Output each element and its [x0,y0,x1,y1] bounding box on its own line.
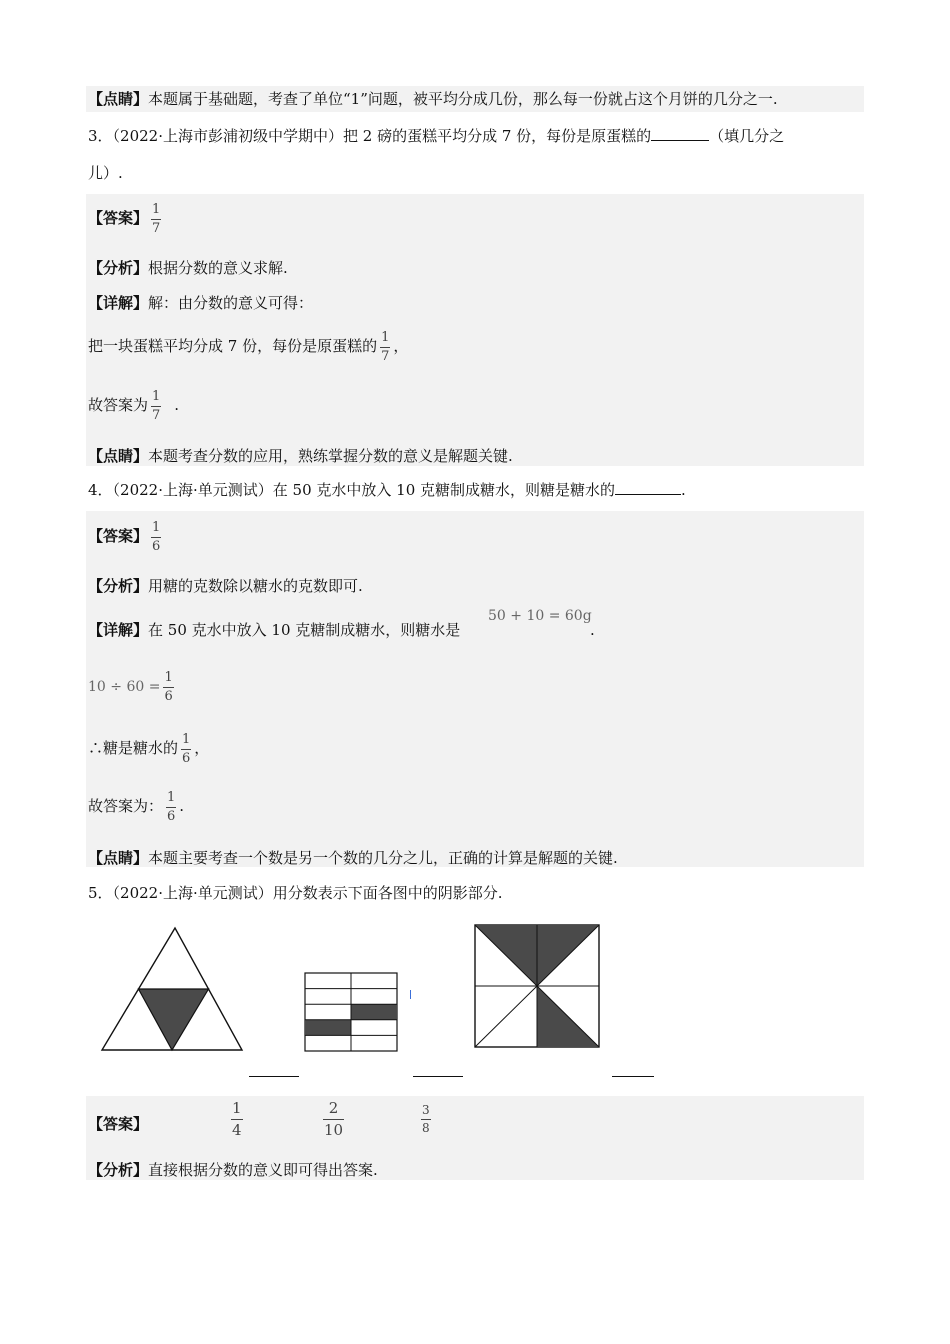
answer-line-q4 [88,516,164,556]
comment-tag: 【点睛】 [88,447,149,465]
final-fraction: $\frac{1}{6}$ [167,789,176,824]
question-source: （2022·上海·单元测试） [112,884,273,902]
question-text: 把 2 磅的蛋糕平均分成 7 份，每份是原蛋糕的 [343,127,652,145]
answer-fraction: $\frac{1}{6}$ [152,519,161,554]
detail-tag: 【详解】 [88,294,149,312]
question-text-end: 儿）. [88,164,123,182]
detail-line-q4 [88,620,460,640]
question-5-stem [88,883,503,903]
final-text: 故答案为： [88,797,164,815]
question-text: 用分数表示下面各图中的阴影部分. [272,884,503,902]
question-number: 5． [88,884,113,902]
question-number: 3． [88,127,113,145]
comment-text: 本题考查分数的应用，熟练掌握分数的意义是解题关键. [148,447,513,465]
analysis-line-q3 [88,258,288,278]
comment-text: 本题主要考查一个数是另一个数的几分之儿，正确的计算是解题的关键. [148,849,618,867]
answer-fraction-2: $\frac{2}{10}$ [324,1099,344,1139]
grid-figure [302,970,402,1056]
comment-text: 本题属于基础题，考查了单位“1”问题，被平均分成几份，那么每一份就占这个月饼的几分之一. [148,90,778,108]
step-text: 把一块蛋糕平均分成 7 份，每份是原蛋糕的 [88,337,378,355]
step-fraction: $\frac{1}{7}$ [381,329,390,364]
detail-step-2 [88,385,179,425]
question-text-cont: （填几分之 [709,127,785,145]
answer-blank-1 [249,1076,299,1077]
answer-tag: 【答案】 [88,527,149,545]
shaded-cell [305,1020,351,1036]
stray-mark [410,990,411,999]
detail-text: 在 50 克水中放入 10 克糖制成糖水，则糖水是 [148,621,461,639]
answer-fraction: $\frac{1}{7}$ [152,201,161,236]
square-figure [470,920,604,1052]
question-source: （2022·上海市彭浦初级中学期中） [112,127,343,145]
calc-fraction: $\frac{1}{6}$ [164,669,173,704]
answer-line-q3 [88,200,164,236]
shaded-cell [351,1004,397,1020]
comment-line-q3 [88,446,513,466]
detail-equation: 50 + 10 = 60g [488,608,592,624]
final-line-q4 [88,786,184,826]
detail-text: 解：由分数的意义可得： [148,294,314,312]
answer-tag: 【答案】 [88,209,149,227]
question-3-stem [88,126,784,146]
step-end: . [174,396,180,414]
final-end: . [179,797,185,815]
comment-line-q2 [88,89,778,109]
comment-line-q4 [88,848,618,868]
step-fraction: $\frac{1}{7}$ [152,388,161,423]
therefore-text: ∴糖是糖水的 [88,739,179,757]
step-text: 故答案为 [88,396,149,414]
answer-fraction-3: $\frac{3}{8}$ [422,1103,430,1135]
detail-end: . [590,621,595,639]
therefore-line-q4 [88,728,209,768]
therefore-fraction: $\frac{1}{6}$ [182,731,191,766]
analysis-tag: 【分析】 [88,259,149,277]
detail-tag: 【详解】 [88,621,149,639]
detail-step-1 [88,326,408,366]
question-4-stem [88,480,686,500]
calc-line-q4 [88,666,177,707]
question-3-stem-wrap [88,163,123,183]
answer-blank [615,480,681,495]
answer-blank-2 [413,1076,463,1077]
answer-blank [651,126,709,141]
analysis-line-q5 [88,1160,378,1180]
detail-line-q3 [88,293,313,313]
analysis-text: 用糖的克数除以糖水的克数即可. [148,577,363,595]
question-source: （2022·上海·单元测试） [112,481,273,499]
answer-blank-3 [612,1076,654,1077]
therefore-end: ， [194,739,210,757]
comment-tag: 【点睛】 [88,849,149,867]
answer-fraction-1: $\frac{1}{4}$ [232,1099,242,1139]
calc-expression: 10 ÷ 60 = [88,679,161,695]
analysis-tag: 【分析】 [88,1161,149,1179]
solution-block-q4 [86,511,864,867]
question-number: 4． [88,481,113,499]
answer-line-q5 [88,1114,148,1134]
answer-tag: 【答案】 [88,1115,149,1133]
step-end: ， [393,337,409,355]
question-text: 在 50 克水中放入 10 克糖制成糖水，则糖是糖水的 [272,481,616,499]
triangle-figure [96,920,256,1060]
question-end: . [681,481,686,499]
comment-tag: 【点睛】 [88,90,149,108]
analysis-text: 根据分数的意义求解. [148,259,288,277]
analysis-text: 直接根据分数的意义即可得出答案. [148,1161,378,1179]
shaded-triangle [139,989,209,1050]
analysis-line-q4 [88,576,363,596]
analysis-tag: 【分析】 [88,577,149,595]
